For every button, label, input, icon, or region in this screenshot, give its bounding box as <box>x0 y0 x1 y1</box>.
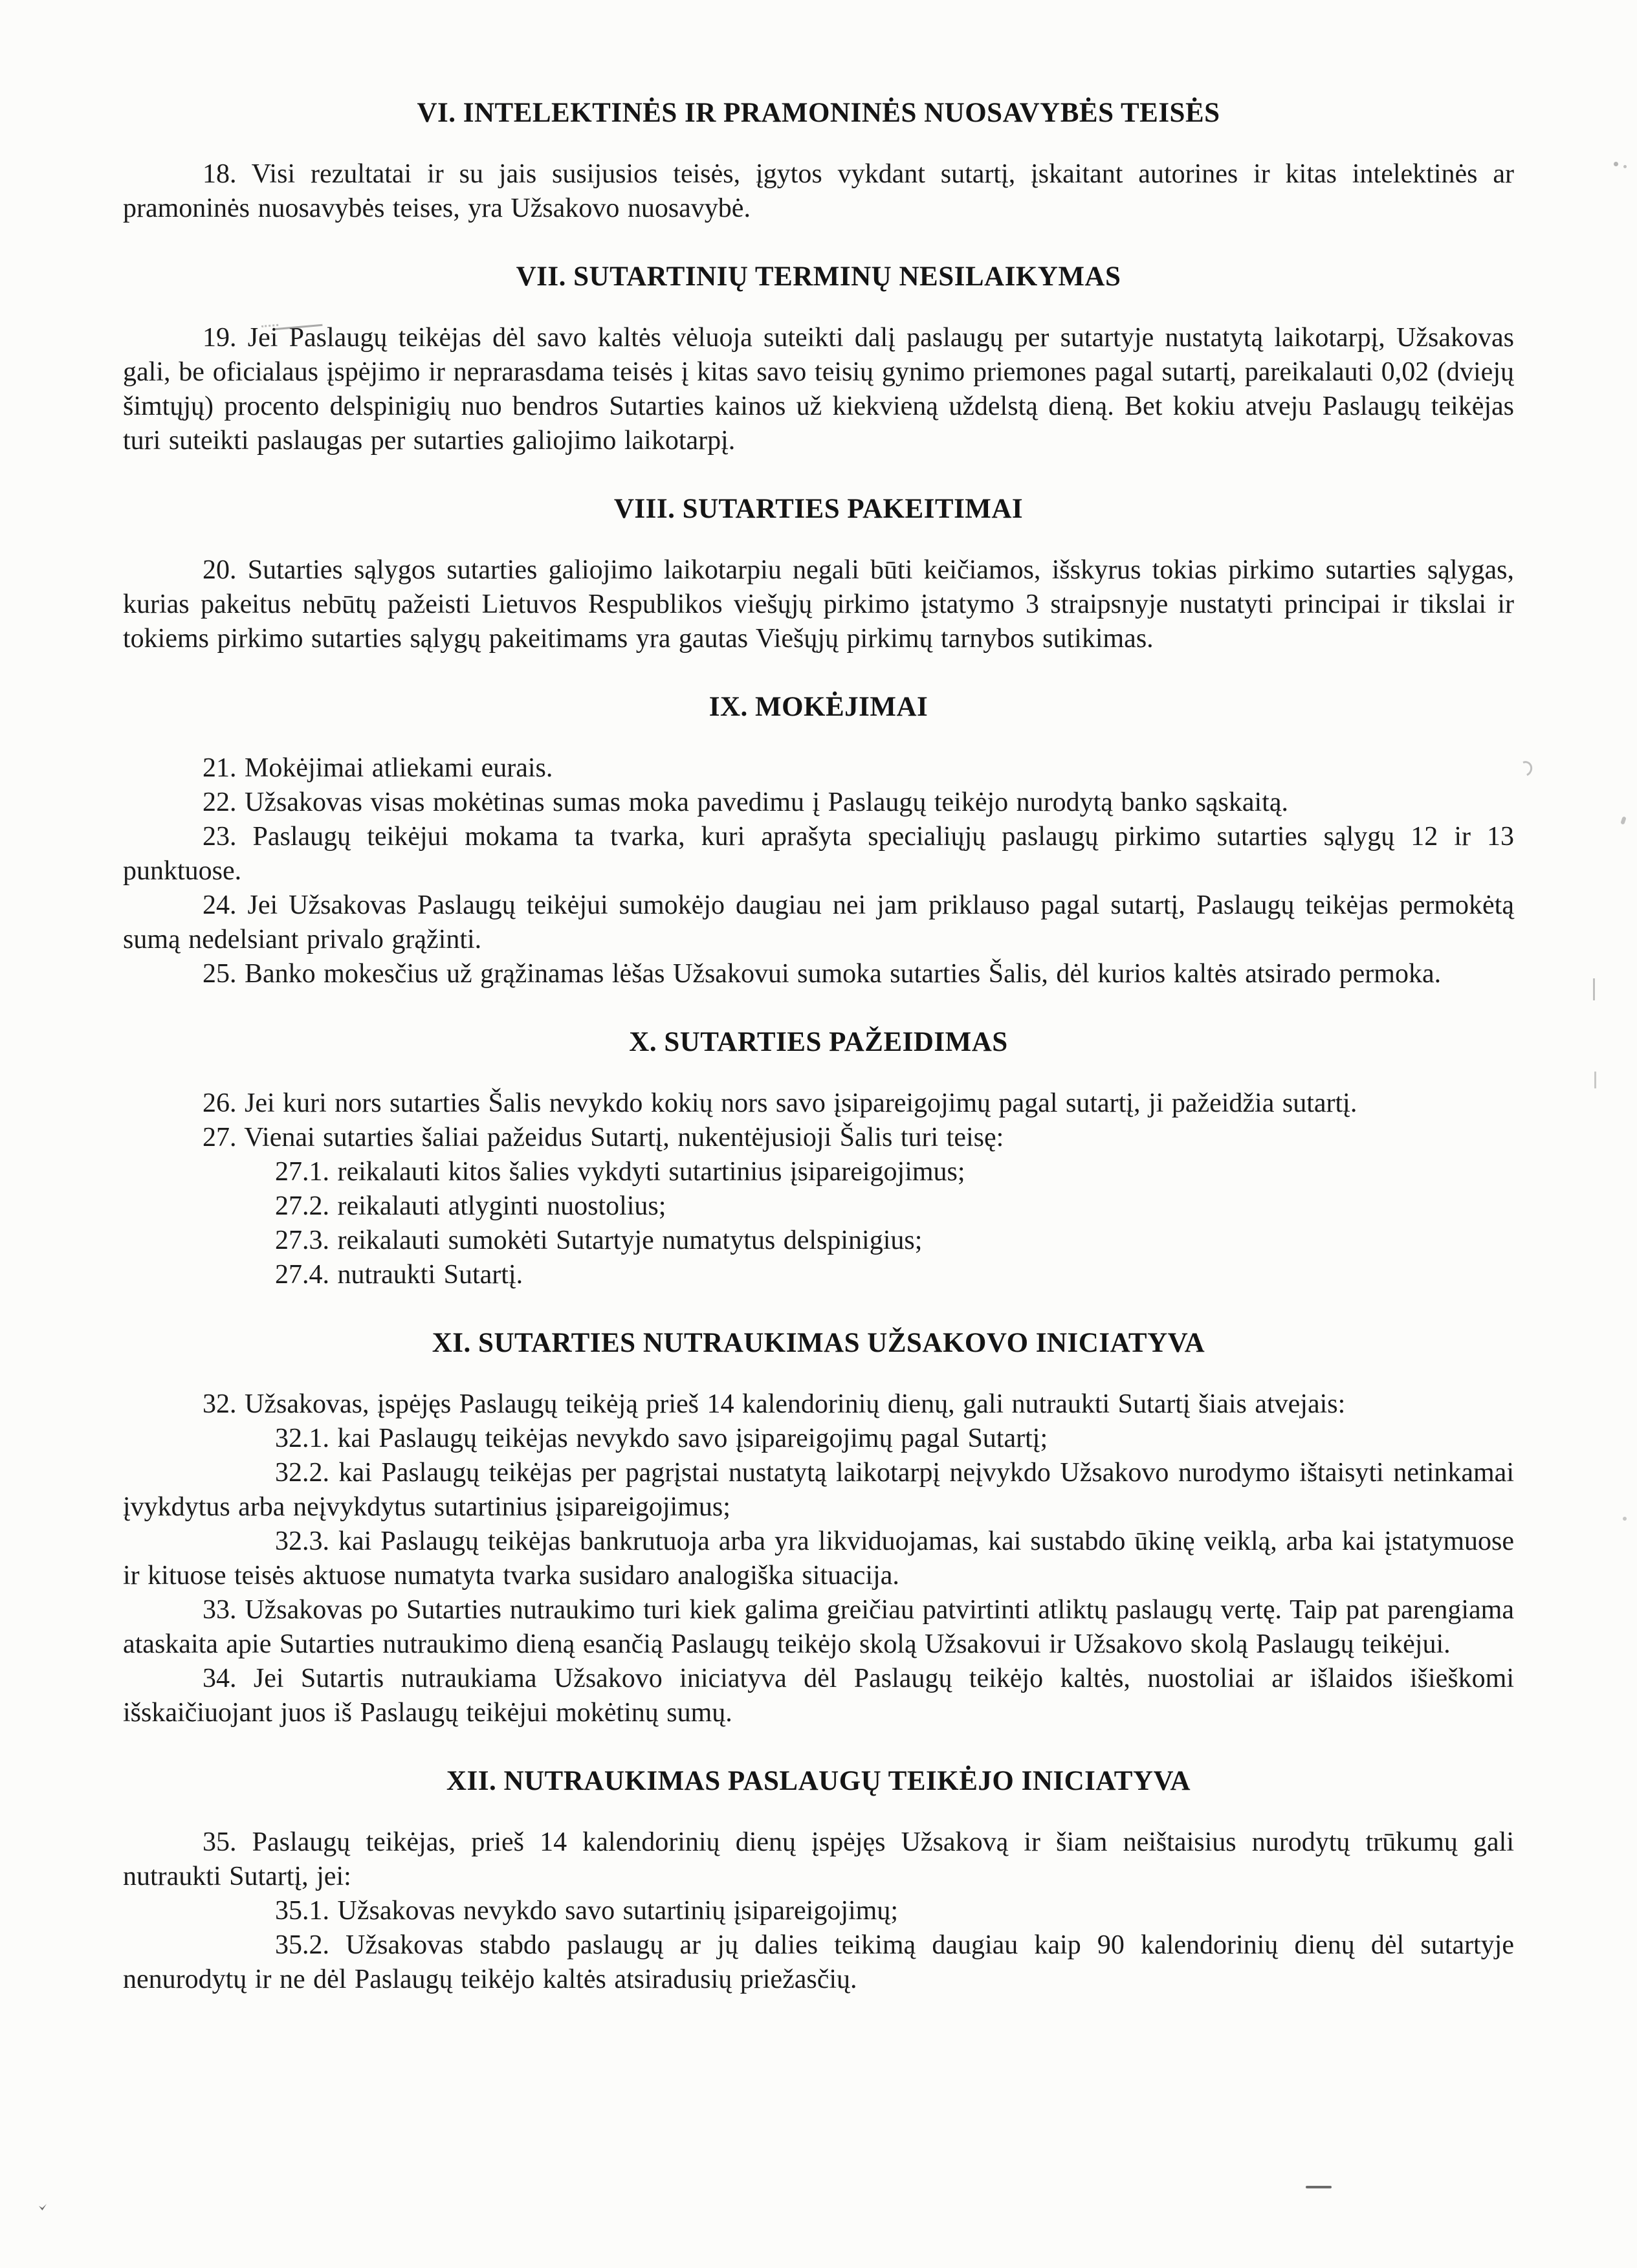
sub-clause-paragraph: 32.2. kai Paslaugų teikėjas per pagrįstai nustatytą laikotarpį neįvykdo Užsakovo nurodymo ištaisyti netinkamai įvykdytus arba neįvykdytus sutartinius įsipareigojimus; <box>123 1458 1514 1522</box>
document-content <box>123 96 1514 1997</box>
scan-tick-mark <box>1594 1072 1596 1088</box>
clause-paragraph: 34. Jei Sutartis nutraukiama Užsakovo iniciatyva dėl Paslaugų teikėjo kaltės, nuostoliai ar išlaidos išieškomi išskaičiuojant juos iš Paslaugų teikėjui mokėtinų sumų. <box>123 1664 1514 1728</box>
section-heading: XI. SUTARTIES NUTRAUKIMAS UŽSAKOVO INICIATYVA <box>432 1328 1205 1358</box>
clause-paragraph: 35. Paslaugų teikėjas, prieš 14 kalendorinių dienų įspėjęs Užsakovą ir šiam neištaisius nurodytų trūkumų gali nutraukti Sutartį, jei: <box>123 1827 1514 1891</box>
clause-paragraph: 19. Jei Paslaugų teikėjas dėl savo kaltės vėluoja suteikti dalį paslaugų per sutartyje nustatytą laikotarpį, Užsakovas gali, be oficialaus įspėjimo ir neprarasdama teisės į kitas savo teisių gynimo priemones pagal sutartį, pareikalauti 0,02 (dviejų šimtųjų) procento delspinigių nuo bendros Sutarties kainos už kiekvieną uždelstą dieną. Bet kokiu atveju Paslaugų teikėjas turi suteikti paslaugas per sutarties galiojimo laikotarpį. <box>123 323 1514 456</box>
section-heading: XII. NUTRAUKIMAS PASLAUGŲ TEIKĖJO INICIATYVA <box>446 1766 1191 1796</box>
clause-paragraph: 32. Užsakovas, įspėjęs Paslaugų teikėją prieš 14 kalendorinių dienų, gali nutraukti Sutartį šiais atvejais: <box>203 1389 1346 1419</box>
sub-clause-paragraph: 27.2. reikalauti atlyginti nuostolius; <box>275 1191 666 1221</box>
scan-speck-right-lower <box>1623 1517 1627 1521</box>
section-heading: VIII. SUTARTIES PAKEITIMAI <box>613 494 1024 524</box>
clause-paragraph: 24. Jei Užsakovas Paslaugų teikėjui sumokėjo daugiau nei jam priklauso pagal sutartį, Paslaugų teikėjas permokėtą sumą nedelsiant privalo grąžinti. <box>123 890 1514 954</box>
scan-tick-mark <box>1593 978 1595 1000</box>
sub-clause-paragraph: 32.3. kai Paslaugų teikėjas bankrutuoja arba yra likviduojamas, kai sustabdo ūkinę veiklą, arba kai įstatymuose ir kituose teisės aktuose numatyta tvarka susidaro analogiška situacija. <box>123 1526 1514 1591</box>
scan-speck-top-right <box>1614 162 1618 166</box>
sub-clause-paragraph: 27.3. reikalauti sumokėti Sutartyje numatytus delspinigius; <box>275 1226 923 1255</box>
clause-paragraph: 23. Paslaugų teikėjui mokama ta tvarka, kuri aprašyta specialiųjų paslaugų pirkimo sutarties sąlygų 12 ir 13 punktuose. <box>123 822 1514 886</box>
document-section <box>123 259 1514 458</box>
document-section <box>123 1326 1514 1730</box>
clause-paragraph: 25. Banko mokesčius už grąžinamas lėšas Užsakovui sumoka sutarties Šalis, dėl kurios kaltės atsirado permoka. <box>203 959 1442 989</box>
section-heading: VII. SUTARTINIŲ TERMINŲ NESILAIKYMAS <box>516 261 1121 292</box>
clause-paragraph: 26. Jei kuri nors sutarties Šalis nevykdo kokių nors savo įsipareigojimų pagal sutartį, ji pažeidžia sutartį. <box>203 1088 1357 1118</box>
sub-clause-paragraph: 27.4. nutraukti Sutartį. <box>275 1260 523 1290</box>
sub-clause-paragraph: 35.2. Užsakovas stabdo paslaugų ar jų dalies teikimą daugiau kaip 90 kalendorinių dienų dėl sutartyje nenurodytų ir ne dėl Paslaugų teikėjo kaltės atsiradusių priežasčių. <box>123 1930 1514 1994</box>
sub-clause-paragraph: 35.1. Užsakovas nevykdo savo sutartinių įsipareigojimų; <box>275 1896 899 1926</box>
document-section <box>123 690 1514 991</box>
clause-paragraph: 22. Užsakovas visas mokėtinas sumas moka pavedimu į Paslaugų teikėjo nurodytą banko sąskaitą. <box>203 787 1289 817</box>
section-heading: IX. MOKĖJIMAI <box>709 692 928 722</box>
scan-mark-bottom-left <box>39 2204 47 2210</box>
scan-speck-right <box>1620 816 1626 824</box>
document-section <box>123 492 1514 656</box>
document-section <box>123 96 1514 226</box>
document-section <box>123 1764 1514 1997</box>
scan-dash-bottom-right <box>1306 2186 1332 2188</box>
clause-paragraph: 18. Visi rezultatai ir su jais susijusios teisės, įgytos vykdant sutartį, įskaitant autorines ir kitas intelektinės ar pramoninės nuosavybės teises, yra Užsakovo nuosavybė. <box>123 159 1514 223</box>
section-heading: VI. INTELEKTINĖS IR PRAMONINĖS NUOSAVYBĖS TEISĖS <box>417 98 1220 128</box>
document-section <box>123 1025 1514 1292</box>
clause-paragraph: 20. Sutarties sąlygos sutarties galiojimo laikotarpiu negali būti keičiamos, išskyrus tokias pirkimo sutarties sąlygas, kurias pakeitus nebūtų pažeisti Lietuvos Respublikos viešųjų pirkimo įstatymo 3 straipsnyje nustatyti principai ir tikslai ir tokiems pirkimo sutarties sąlygų pakeitimams yra gautas Viešųjų pirkimų tarnybos sutikimas. <box>123 555 1514 654</box>
clause-paragraph: 21. Mokėjimai atliekami eurais. <box>203 753 553 783</box>
scan-curl-mark <box>1515 759 1535 779</box>
section-heading: X. SUTARTIES PAŽEIDIMAS <box>629 1027 1008 1057</box>
clause-paragraph: 27. Vienai sutarties šaliai pažeidus Sutartį, nukentėjusioji Šalis turi teisę: <box>203 1123 1004 1152</box>
sub-clause-paragraph: 27.1. reikalauti kitos šalies vykdyti sutartinius įsipareigojimus; <box>275 1157 965 1187</box>
sub-clause-paragraph: 32.1. kai Paslaugų teikėjas nevykdo savo įsipareigojimų pagal Sutartį; <box>275 1424 1048 1453</box>
clause-paragraph: 33. Užsakovas po Sutarties nutraukimo turi kiek galima greičiau patvirtinti atliktų paslaugų vertę. Taip pat parengiama ataskaita apie Sutarties nutraukimo dieną esančią Paslaugų teikėjo skolą Užsakovui ir Užsakovo skolą Paslaugų teikėjui. <box>123 1595 1514 1659</box>
